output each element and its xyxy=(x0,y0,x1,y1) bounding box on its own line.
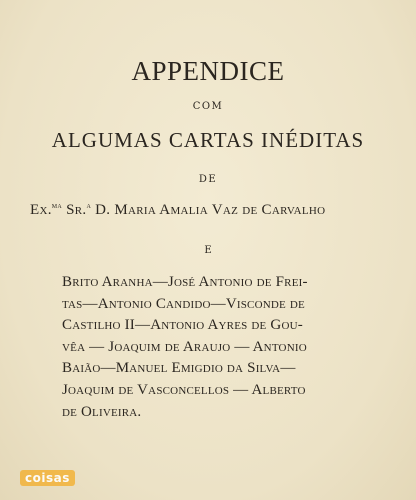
dedication-sr: Sr. xyxy=(62,202,87,218)
page-subtitle: ALGUMAS CARTAS INÉDITAS xyxy=(51,128,365,152)
names-line: Baião—Manuel Emigdio da Silva— xyxy=(62,360,296,377)
names-paragraph xyxy=(62,272,362,423)
connector-e: E xyxy=(204,245,212,256)
dedication-ex: Ex. xyxy=(30,202,52,218)
dedication-ex-sup: ma xyxy=(51,200,63,210)
names-line: Brito Aranha—José Antonio de Frei- xyxy=(62,274,308,290)
dedication-name: D. Maria Amalia Vaz de Carvalho xyxy=(91,202,326,218)
names-line: de Oliveira. xyxy=(62,403,142,420)
dedication-sr-sup: a xyxy=(86,200,92,210)
watermark-logo: coisas xyxy=(20,470,75,486)
connector-de: DE xyxy=(198,174,218,185)
names-line: Joaquim de Vasconcellos — Alberto xyxy=(62,381,306,398)
connector-com: COM xyxy=(192,101,224,112)
dedication-line xyxy=(30,200,390,219)
names-line: Castilho II—Antonio Ayres de Gou- xyxy=(62,317,303,334)
names-line: tas—Antonio Candido—Visconde de xyxy=(62,295,305,312)
page-title: APPENDICE xyxy=(131,56,285,86)
names-line: vêa — Joaquim de Araujo — Antonio xyxy=(62,338,307,355)
